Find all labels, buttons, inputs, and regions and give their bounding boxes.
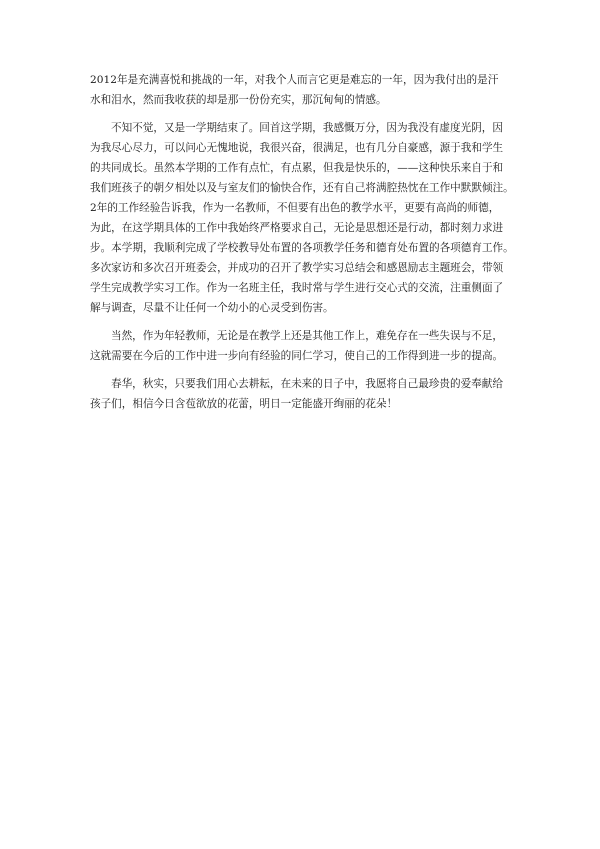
text-line: 2年的工作经验告诉我，作为一名教师，不但要有出色的教学水平，更要有高尚的师德， bbox=[90, 202, 500, 214]
text-line: 学生完成教学实习工作。作为一名班主任，我时常与学生进行交心式的交流，注重侧面了 bbox=[90, 282, 504, 294]
text-line: 为我尽心尽力，可以问心无愧地说，我很兴奋，很满足，也有几分自豪感，源于我和学生 bbox=[90, 142, 504, 154]
paragraph-2 bbox=[90, 118, 514, 318]
text-line: 解与调查，尽量不让任何一个幼小的心灵受到伤害。 bbox=[90, 302, 334, 314]
text-line: 多次家访和多次召开班委会，并成功的召开了教学实习总结会和感恩励志主题班会，带领 bbox=[90, 262, 504, 274]
text-line: 为此，在这学期具体的工作中我始终严格要求自己，无论是思想还是行动，都时刻力求进 bbox=[90, 222, 504, 234]
text-line: 水和泪水，然而我收获的却是那一份份充实，那沉甸甸的情感。 bbox=[90, 94, 387, 106]
text-line: 的共同成长。虽然本学期的工作有点忙，有点累，但我是快乐的，——这种快乐来自于和 bbox=[90, 162, 504, 174]
text-line: 步。本学期，我顺利完成了学校教导处布置的各项教学任务和德育处布置的各项德育工作。 bbox=[90, 242, 514, 254]
text-line: 春华，秋实，只要我们用心去耕耘，在未来的日子中，我愿将自己最珍贵的爱奉献给 bbox=[111, 378, 503, 390]
text-line: 我们班孩子的朝夕相处以及与室友们的愉快合作，还有自己将满腔热忱在工作中默默倾注。 bbox=[90, 182, 514, 194]
paragraph-4 bbox=[90, 374, 514, 414]
text-line: 当然，作为年轻教师，无论是在教学上还是其他工作上，难免存在一些失误与不足， bbox=[111, 330, 503, 342]
text-line: 这就需要在今后的工作中进一步向有经验的同仁学习，使自己的工作得到进一步的提高。 bbox=[90, 350, 504, 362]
paragraph-1 bbox=[90, 70, 514, 110]
paragraph-3 bbox=[90, 326, 514, 366]
text-line: 不知不觉，又是一学期结束了。回首这学期，我感慨万分，因为我没有虚度光阴，因 bbox=[111, 122, 503, 134]
text-line: 2012年是充满喜悦和挑战的一年，对我个人而言它更是难忘的一年，因为我付出的是汗 bbox=[90, 74, 499, 86]
document-body bbox=[90, 70, 514, 422]
text-line: 孩子们，相信今日含苞欲放的花蕾，明日一定能盛开绚丽的花朵！ bbox=[90, 398, 398, 410]
